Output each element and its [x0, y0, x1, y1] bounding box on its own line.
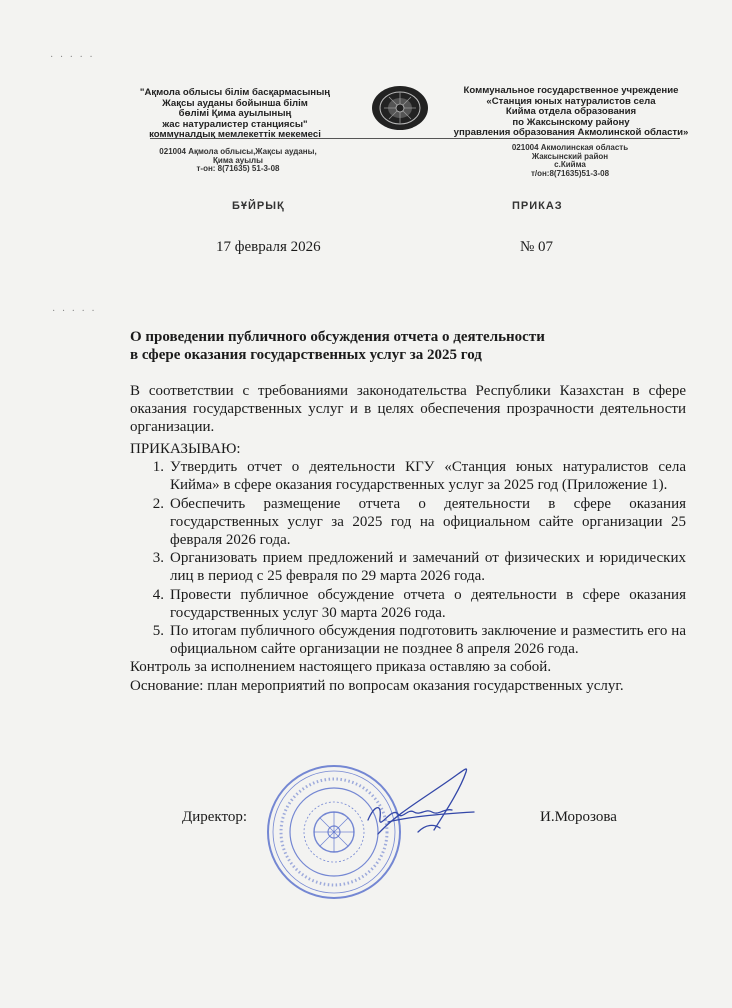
doc-kind-ru: ПРИКАЗ: [512, 200, 563, 212]
doc-number: № 07: [520, 239, 554, 255]
signature-name: И.Морозова: [540, 809, 617, 825]
signature-position: Директор:: [182, 809, 248, 825]
list-item: 5. По итогам публичного обсуждения подготовить заключение и разместить его на официальном сайте организации не позднее 8 апреля 2026 года.: [152, 623, 686, 658]
header-left-kz: "Ақмола облысы білім басқармасының Жақсы ауданы бойынша білім бөлімі Қима ауылының жас натуралистер станциясы" коммуналдық мемлекеттік мекемесі: [139, 87, 331, 141]
doc-body: [130, 440, 686, 695]
basis-clause: Основание: план мероприятий по вопросам оказания государственных услуг.: [130, 677, 624, 694]
doc-preamble: В соответствии с требованиями законодательства Республики Казахстан в сфере оказания государственных услуг и в целях обеспечения прозрачности деятельности организации.: [130, 383, 686, 436]
doc-date: 17 февраля 2026: [216, 239, 321, 255]
doc-kind-kz: БҰЙРЫҚ: [232, 200, 285, 212]
margin-dots-mid: · · · · ·: [52, 306, 97, 317]
doc-title: О проведении публичного обсуждения отчета о деятельности в сфере оказания государственных услуг за 2025 год: [130, 329, 545, 364]
order-word: ПРИКАЗЫВАЮ:: [130, 441, 241, 457]
list-item: 4. Провести публичное обсуждение отчета о деятельности в сфере оказания государственных услуг 30 марта 2026 года.: [152, 586, 686, 621]
address-right-ru: 021004 Акмолинская область Жаксынский район с.Кийма т/он:8(71635)51-3-08: [511, 143, 629, 178]
control-clause: Контроль за исполнением настоящего приказа оставляю за собой.: [130, 659, 552, 676]
order-list: [130, 458, 686, 658]
address-left-kz: 021004 Ақмола облысы,Жақсы ауданы, Қима ауылы т-он: 8(71635) 51-3-08: [159, 147, 317, 174]
list-item: 2. Обеспечить размещение отчета о деятельности в сфере оказания государственных услуг за 2025 год на официальном сайте организации 25 февраля 2026 года.: [152, 495, 686, 549]
list-item: 1. Утвердить отчет о деятельности КГУ «Станция юных натуралистов села Кийма» в сфере оказания государственных услуг за 2025 год (Приложение 1).: [152, 459, 686, 494]
state-emblem-icon: [370, 84, 430, 132]
header-right-ru: Коммунальное государственное учреждение «Станция юных натуралистов села Кийма отдела образования по Жаксынскому району управления образования Акмолинской области»: [453, 85, 689, 139]
handwritten-signature-icon: [348, 762, 488, 858]
header-divider: [150, 138, 680, 139]
list-item: 3. Организовать прием предложений и замечаний от физических и юридических лиц в период с 25 февраля по 29 марта 2026 года.: [152, 550, 686, 585]
margin-dots-top: · · · · ·: [50, 52, 95, 63]
